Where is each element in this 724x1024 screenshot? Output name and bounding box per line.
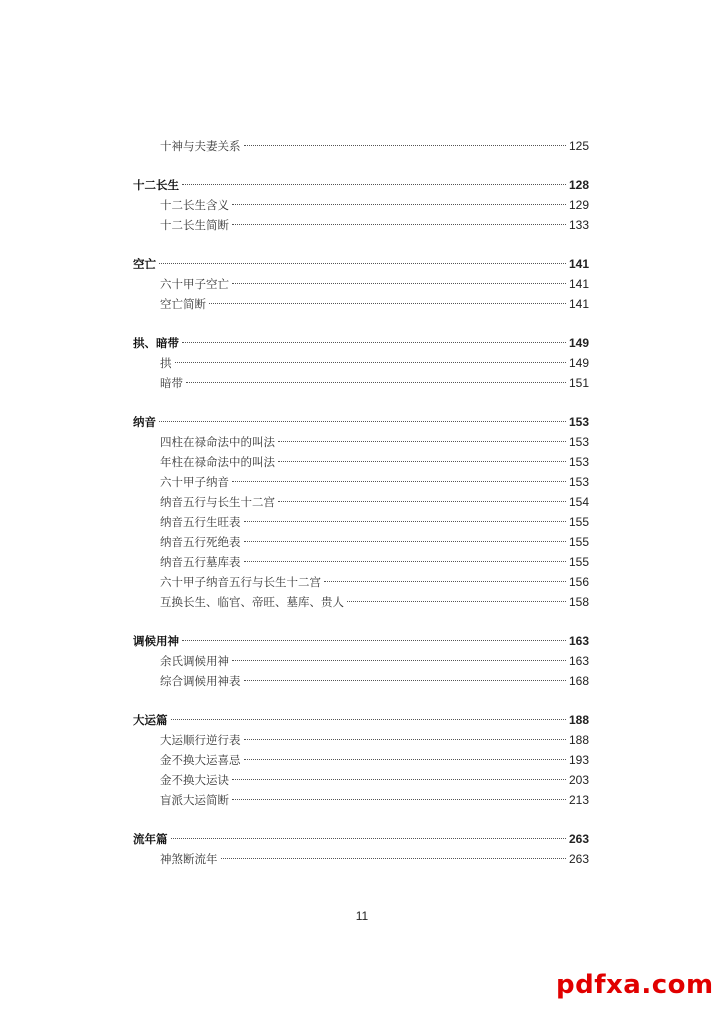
toc-entry-page: 213 — [568, 793, 589, 807]
section-gap — [133, 810, 589, 829]
dot-leader — [232, 481, 566, 482]
dot-leader — [171, 719, 566, 720]
toc-entry-title: 纳音五行死绝表 — [160, 535, 241, 549]
toc-entry-title: 金不换大运喜忌 — [160, 753, 241, 767]
toc-entry-title: 纳音五行墓库表 — [160, 555, 241, 569]
section-gap — [133, 691, 589, 710]
dot-leader — [182, 184, 566, 185]
toc-entry-title: 拱 — [160, 356, 172, 370]
toc-section-entry[interactable] — [133, 373, 589, 393]
toc-section-entry[interactable] — [133, 432, 589, 452]
table-of-contents — [133, 136, 589, 869]
toc-section-entry[interactable] — [133, 492, 589, 512]
toc-entry-title: 纳音五行生旺表 — [160, 515, 241, 529]
toc-entry-page: 163 — [568, 654, 589, 668]
dot-leader — [221, 858, 566, 859]
dot-leader — [232, 224, 566, 225]
toc-entry-page: 128 — [568, 178, 589, 192]
toc-entry-title: 六十甲子纳音五行与长生十二宫 — [160, 575, 321, 589]
toc-section-entry[interactable] — [133, 750, 589, 770]
toc-chapter-entry[interactable] — [133, 175, 589, 195]
toc-entry-page: 263 — [568, 832, 589, 846]
toc-entry-title: 大运顺行逆行表 — [160, 733, 241, 747]
toc-entry-title: 调候用神 — [133, 634, 179, 648]
dot-leader — [278, 461, 566, 462]
toc-section-entry[interactable] — [133, 849, 589, 869]
toc-chapter-entry[interactable] — [133, 412, 589, 432]
toc-entry-page: 155 — [568, 535, 589, 549]
dot-leader — [232, 283, 566, 284]
toc-section-entry[interactable] — [133, 136, 589, 156]
dot-leader — [244, 739, 566, 740]
toc-entry-page: 155 — [568, 515, 589, 529]
toc-entry-page: 141 — [568, 277, 589, 291]
toc-entry-page: 203 — [568, 773, 589, 787]
dot-leader — [324, 581, 566, 582]
dot-leader — [209, 303, 566, 304]
toc-chapter-entry[interactable] — [133, 631, 589, 651]
toc-section-entry[interactable] — [133, 790, 589, 810]
watermark: pdfxa.com — [556, 970, 714, 1000]
section-gap — [133, 612, 589, 631]
toc-entry-title: 年柱在禄命法中的叫法 — [160, 455, 275, 469]
dot-leader — [278, 501, 566, 502]
toc-entry-page: 153 — [568, 415, 589, 429]
dot-leader — [232, 779, 566, 780]
toc-entry-page: 133 — [568, 218, 589, 232]
toc-entry-page: 153 — [568, 435, 589, 449]
toc-entry-page: 149 — [568, 336, 589, 350]
dot-leader — [278, 441, 566, 442]
dot-leader — [244, 759, 566, 760]
toc-entry-title: 六十甲子空亡 — [160, 277, 229, 291]
toc-entry-title: 空亡 — [133, 257, 156, 271]
toc-chapter-entry[interactable] — [133, 333, 589, 353]
toc-entry-title: 神煞断流年 — [160, 852, 218, 866]
toc-section-entry[interactable] — [133, 215, 589, 235]
toc-entry-title: 十二长生含义 — [160, 198, 229, 212]
toc-entry-page: 156 — [568, 575, 589, 589]
toc-entry-title: 纳音 — [133, 415, 156, 429]
dot-leader — [244, 145, 566, 146]
toc-entry-title: 流年篇 — [133, 832, 168, 846]
toc-entry-title: 综合调候用神表 — [160, 674, 241, 688]
dot-leader — [347, 601, 566, 602]
page-number: 11 — [355, 909, 369, 923]
toc-entry-page: 188 — [568, 713, 589, 727]
toc-section-entry[interactable] — [133, 472, 589, 492]
dot-leader — [186, 382, 566, 383]
dot-leader — [182, 640, 566, 641]
toc-entry-title: 盲派大运简断 — [160, 793, 229, 807]
toc-entry-title: 十二长生 — [133, 178, 179, 192]
toc-section-entry[interactable] — [133, 651, 589, 671]
section-gap — [133, 156, 589, 175]
toc-entry-page: 193 — [568, 753, 589, 767]
toc-entry-page: 155 — [568, 555, 589, 569]
toc-entry-title: 拱、暗带 — [133, 336, 179, 350]
toc-entry-page: 158 — [568, 595, 589, 609]
dot-leader — [182, 342, 566, 343]
toc-chapter-entry[interactable] — [133, 254, 589, 274]
toc-section-entry[interactable] — [133, 353, 589, 373]
toc-entry-page: 168 — [568, 674, 589, 688]
toc-entry-title: 四柱在禄命法中的叫法 — [160, 435, 275, 449]
toc-section-entry[interactable] — [133, 552, 589, 572]
toc-entry-title: 十二长生简断 — [160, 218, 229, 232]
toc-section-entry[interactable] — [133, 452, 589, 472]
toc-section-entry[interactable] — [133, 512, 589, 532]
toc-section-entry[interactable] — [133, 532, 589, 552]
dot-leader — [232, 204, 566, 205]
toc-section-entry[interactable] — [133, 671, 589, 691]
dot-leader — [244, 561, 566, 562]
dot-leader — [232, 799, 566, 800]
toc-section-entry[interactable] — [133, 770, 589, 790]
toc-entry-title: 暗带 — [160, 376, 183, 390]
section-gap — [133, 235, 589, 254]
dot-leader — [171, 838, 566, 839]
section-gap — [133, 314, 589, 333]
toc-entry-title: 十神与夫妻关系 — [160, 139, 241, 153]
dot-leader — [244, 521, 566, 522]
dot-leader — [244, 541, 566, 542]
toc-entry-title: 互换长生、临官、帝旺、墓库、贵人 — [160, 595, 344, 609]
toc-entry-page: 125 — [568, 139, 589, 153]
toc-section-entry[interactable] — [133, 274, 589, 294]
toc-entry-page: 129 — [568, 198, 589, 212]
toc-entry-page: 163 — [568, 634, 589, 648]
toc-entry-title: 空亡简断 — [160, 297, 206, 311]
toc-section-entry[interactable] — [133, 592, 589, 612]
toc-chapter-entry[interactable] — [133, 710, 589, 730]
toc-entry-page: 153 — [568, 475, 589, 489]
toc-entry-page: 154 — [568, 495, 589, 509]
toc-entry-title: 余氏调候用神 — [160, 654, 229, 668]
section-gap — [133, 393, 589, 412]
toc-entry-title: 六十甲子纳音 — [160, 475, 229, 489]
toc-section-entry[interactable] — [133, 572, 589, 592]
dot-leader — [175, 362, 566, 363]
toc-entry-title: 大运篇 — [133, 713, 168, 727]
dot-leader — [159, 421, 566, 422]
dot-leader — [244, 680, 566, 681]
toc-entry-page: 141 — [568, 297, 589, 311]
toc-entry-page: 153 — [568, 455, 589, 469]
toc-entry-page: 188 — [568, 733, 589, 747]
toc-entry-title: 纳音五行与长生十二宫 — [160, 495, 275, 509]
toc-section-entry[interactable] — [133, 195, 589, 215]
toc-section-entry[interactable] — [133, 294, 589, 314]
dot-leader — [232, 660, 566, 661]
toc-entry-page: 141 — [568, 257, 589, 271]
dot-leader — [159, 263, 566, 264]
toc-section-entry[interactable] — [133, 730, 589, 750]
toc-entry-page: 263 — [568, 852, 589, 866]
toc-chapter-entry[interactable] — [133, 829, 589, 849]
toc-entry-page: 151 — [568, 376, 589, 390]
toc-entry-title: 金不换大运诀 — [160, 773, 229, 787]
toc-entry-page: 149 — [568, 356, 589, 370]
